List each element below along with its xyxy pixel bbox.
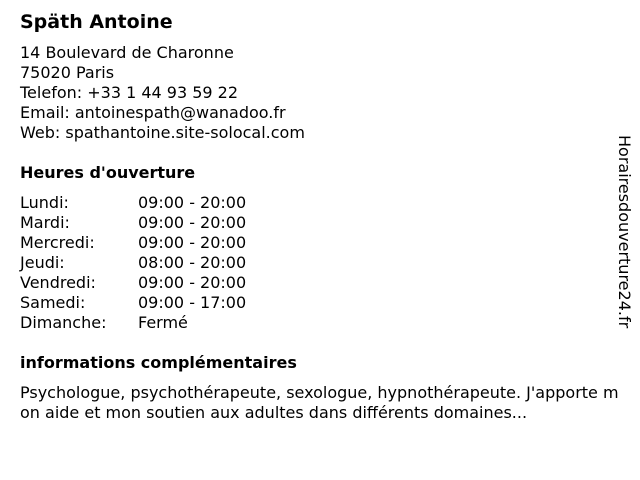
site-watermark-text: Horairesdouverture24.fr bbox=[615, 135, 634, 329]
address-city: 75020 Paris bbox=[20, 63, 115, 82]
hours-time: 09:00 - 20:00 bbox=[138, 233, 247, 252]
hours-day: Mardi: bbox=[20, 213, 70, 232]
hours-day: Vendredi: bbox=[20, 273, 96, 292]
hours-row-friday bbox=[20, 273, 610, 293]
hours-day: Jeudi: bbox=[20, 253, 65, 272]
opening-hours-heading: Heures d'ouverture bbox=[20, 163, 196, 182]
web-line: Web: spathantoine.site-solocal.com bbox=[20, 123, 305, 142]
phone-line: Telefon: +33 1 44 93 59 22 bbox=[20, 83, 239, 102]
opening-hours-list bbox=[20, 193, 610, 333]
hours-row-wednesday bbox=[20, 233, 610, 253]
hours-time: 09:00 - 17:00 bbox=[138, 293, 247, 312]
hours-day: Mercredi: bbox=[20, 233, 95, 252]
address-street: 14 Boulevard de Charonne bbox=[20, 43, 234, 62]
hours-row-thursday bbox=[20, 253, 610, 273]
hours-row-saturday bbox=[20, 293, 610, 313]
hours-day: Dimanche: bbox=[20, 313, 107, 332]
hours-day: Lundi: bbox=[20, 193, 69, 212]
hours-row-monday bbox=[20, 193, 610, 213]
business-name: Späth Antoine bbox=[20, 11, 173, 33]
email-line: Email: antoinespath@wanadoo.fr bbox=[20, 103, 286, 122]
additional-info-text: Psychologue, psychothérapeute, sexologue, hypnothérapeute. J'apporte mon aide et mon soutien aux adultes dans différents domaines... bbox=[20, 383, 619, 422]
hours-row-tuesday bbox=[20, 213, 610, 233]
hours-row-sunday bbox=[20, 313, 610, 333]
additional-info-heading: informations complémentaires bbox=[20, 353, 297, 372]
hours-time: Fermé bbox=[138, 313, 188, 332]
hours-time: 09:00 - 20:00 bbox=[138, 193, 247, 212]
hours-day: Samedi: bbox=[20, 293, 86, 312]
hours-time: 09:00 - 20:00 bbox=[138, 273, 247, 292]
hours-time: 09:00 - 20:00 bbox=[138, 213, 247, 232]
site-watermark bbox=[612, 135, 636, 345]
business-card bbox=[20, 10, 619, 423]
hours-time: 08:00 - 20:00 bbox=[138, 253, 247, 272]
